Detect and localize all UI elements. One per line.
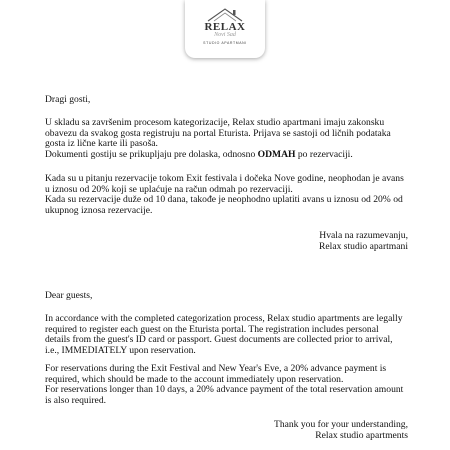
logo-script: Novi Sad	[214, 32, 236, 38]
text-line: i.e., IMMEDIATELY upon reservation.	[45, 344, 196, 356]
text-line: U skladu sa završenim procesom kategorizacije, Relax studio apartmani imaju zakonsku	[45, 117, 385, 128]
english-paragraph-1	[45, 314, 425, 356]
text-line: ukupnog iznosa rezervacije.	[45, 204, 153, 216]
english-paragraph-2	[45, 364, 425, 406]
logo-name: RELAX	[204, 21, 246, 33]
text-line: gosta iz lične karte ili pasoša.	[45, 138, 158, 150]
serbian-paragraph-2	[45, 174, 425, 216]
text-line: obavezu da svakog gosta registruju na portal Eturista. Prijava se sastoji od ličnih podataka	[45, 127, 391, 139]
text-segment: po rezervaciji.	[295, 148, 353, 160]
logo	[185, 0, 265, 58]
signature-line: Relax studio apartmani	[319, 240, 408, 252]
emphasis-text: ODMAH	[257, 148, 296, 160]
text-line: required to register each guest on the Eturista portal. The registration includes personal	[45, 323, 379, 335]
text-line: is also required.	[45, 394, 107, 406]
signature-line: Relax studio apartments	[315, 429, 408, 441]
serbian-paragraph-1	[45, 118, 425, 160]
closing-line: Hvala na razumevanju,	[319, 230, 408, 241]
closing-line: Thank you for your understanding,	[273, 419, 408, 430]
text-line	[45, 150, 425, 161]
text-segment: Dokumenti gostiju se prikupljaju pre dolaska, odnosno	[45, 148, 258, 160]
text-line: Kada su rezervacije duže od 10 dana, takođe je neophodno uplatiti avans u iznosu od 20% od	[45, 194, 403, 206]
text-line: details from the guest's ID card or passport. Guest documents are collected prior to arrival,	[45, 334, 393, 346]
text-line: For reservations during the Exit Festival and New Year's Eve, a 20% advance payment is	[45, 363, 387, 374]
english-signoff	[274, 420, 408, 441]
house-roof-icon	[206, 6, 244, 22]
serbian-signoff	[319, 231, 408, 252]
text-line: In accordance with the completed categorization process, Relax studio apartments are legally	[45, 313, 403, 324]
english-greeting: Dear guests,	[45, 290, 93, 301]
text-line: u iznosu od 20% koji se uplaćuje na račun odmah po rezervaciji.	[45, 183, 293, 195]
text-line: For reservations longer than 10 days, a 20% advance payment of the total reservation amount	[45, 384, 404, 396]
text-line: required, which should be made to the account immediately upon reservation.	[45, 373, 344, 385]
logo-subtitle: STUDIO APARTMANI	[203, 41, 247, 45]
serbian-greeting: Dragi gosti,	[45, 94, 91, 105]
text-line: Kada su u pitanju rezervacije tokom Exit festivala i dočeka Nove godine, neophodan je avans	[45, 173, 404, 184]
